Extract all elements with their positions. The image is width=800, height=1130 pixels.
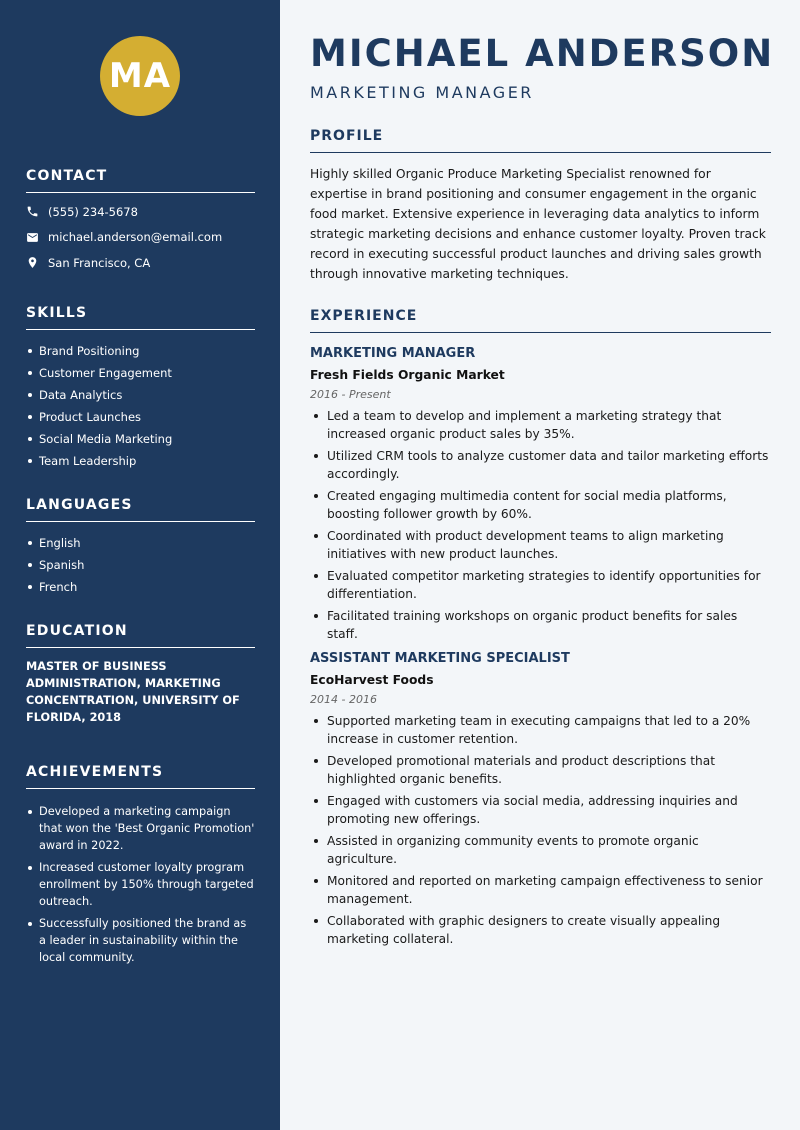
job-bullet: Coordinated with product development teams to align marketing initiatives with new product launches. — [310, 527, 771, 563]
job-bullets — [310, 712, 771, 948]
contact-phone — [26, 199, 255, 225]
job-bullet: Evaluated competitor marketing strategies to identify opportunities for differentiation. — [310, 567, 771, 603]
skill-item: Social Media Marketing — [26, 428, 255, 450]
sidebar — [0, 0, 280, 1130]
experience-heading: EXPERIENCE — [310, 308, 771, 333]
skills-heading: SKILLS — [26, 305, 255, 330]
avatar-initials: MA — [100, 36, 180, 116]
job-bullet: Led a team to develop and implement a marketing strategy that increased organic product sales by 35%. — [310, 407, 771, 443]
language-item: French — [26, 576, 255, 598]
job-entry — [310, 346, 771, 647]
achievements-section — [26, 764, 255, 971]
contact-email — [26, 225, 255, 251]
contact-section — [26, 168, 255, 276]
contact-heading: CONTACT — [26, 168, 255, 193]
location-text: San Francisco, CA — [48, 255, 151, 270]
candidate-name: MICHAEL ANDERSON — [310, 32, 775, 75]
education-heading: EDUCATION — [26, 623, 255, 648]
location-pin-icon — [26, 256, 39, 269]
job-bullet: Collaborated with graphic designers to create visually appealing marketing collateral. — [310, 912, 771, 948]
achievements-list — [26, 803, 255, 966]
education-degree: MASTER OF BUSINESS ADMINISTRATION, MARKETING CONCENTRATION, UNIVERSITY OF FLORIDA, 2018 — [26, 660, 240, 724]
achievements-heading: ACHIEVEMENTS — [26, 764, 255, 789]
phone-icon — [26, 205, 39, 218]
skill-item: Product Launches — [26, 406, 255, 428]
job-company: EcoHarvest Foods — [310, 673, 434, 687]
job-entry — [310, 651, 771, 952]
skill-item: Team Leadership — [26, 450, 255, 472]
profile-heading: PROFILE — [310, 128, 771, 153]
languages-heading: LANGUAGES — [26, 497, 255, 522]
mail-icon — [26, 231, 39, 244]
achievement-item: Developed a marketing campaign that won the 'Best Organic Promotion' award in 2022. — [26, 803, 255, 854]
job-bullet: Supported marketing team in executing campaigns that led to a 20% increase in customer retention. — [310, 712, 771, 748]
skill-item: Customer Engagement — [26, 362, 255, 384]
languages-list — [26, 532, 255, 598]
job-dates: 2016 - Present — [310, 388, 391, 401]
job-bullets — [310, 407, 771, 643]
skills-section — [26, 305, 255, 472]
job-company: Fresh Fields Organic Market — [310, 368, 505, 382]
skills-list — [26, 340, 255, 472]
job-bullet: Utilized CRM tools to analyze customer data and tailor marketing efforts accordingly. — [310, 447, 771, 483]
job-title: MARKETING MANAGER — [310, 346, 476, 361]
job-bullet: Developed promotional materials and product descriptions that highlighted organic benefits. — [310, 752, 771, 788]
job-dates: 2014 - 2016 — [310, 693, 377, 706]
job-bullet: Assisted in organizing community events to promote organic agriculture. — [310, 832, 771, 868]
job-bullet: Monitored and reported on marketing campaign effectiveness to senior management. — [310, 872, 771, 908]
contact-location — [26, 250, 255, 276]
skill-item: Brand Positioning — [26, 340, 255, 362]
achievement-item: Successfully positioned the brand as a leader in sustainability within the local community. — [26, 915, 255, 966]
language-item: English — [26, 532, 255, 554]
language-item: Spanish — [26, 554, 255, 576]
languages-section — [26, 497, 255, 598]
phone-text: (555) 234-5678 — [48, 204, 138, 219]
achievement-item: Increased customer loyalty program enrollment by 150% through targeted outreach. — [26, 859, 255, 910]
profile-text: Highly skilled Organic Produce Marketing Specialist renowned for expertise in brand positioning and consumer engagement in the organic food market. Extensive experience in leveraging data analytics to inform strategic marketing decisions and enhance customer loyalty. Proven track record in executing successful product launches and driving sales growth through innovative marketing techniques. — [310, 167, 766, 281]
job-bullet: Engaged with customers via social media, addressing inquiries and promoting new offerings. — [310, 792, 771, 828]
job-bullet: Facilitated training workshops on organic product benefits for sales staff. — [310, 607, 771, 643]
education-section — [26, 623, 255, 726]
job-bullet: Created engaging multimedia content for social media platforms, boosting follower growth by 60%. — [310, 487, 771, 523]
email-text: michael.anderson@email.com — [48, 230, 223, 245]
candidate-title: MARKETING MANAGER — [310, 83, 534, 102]
job-title: ASSISTANT MARKETING SPECIALIST — [310, 651, 570, 666]
skill-item: Data Analytics — [26, 384, 255, 406]
